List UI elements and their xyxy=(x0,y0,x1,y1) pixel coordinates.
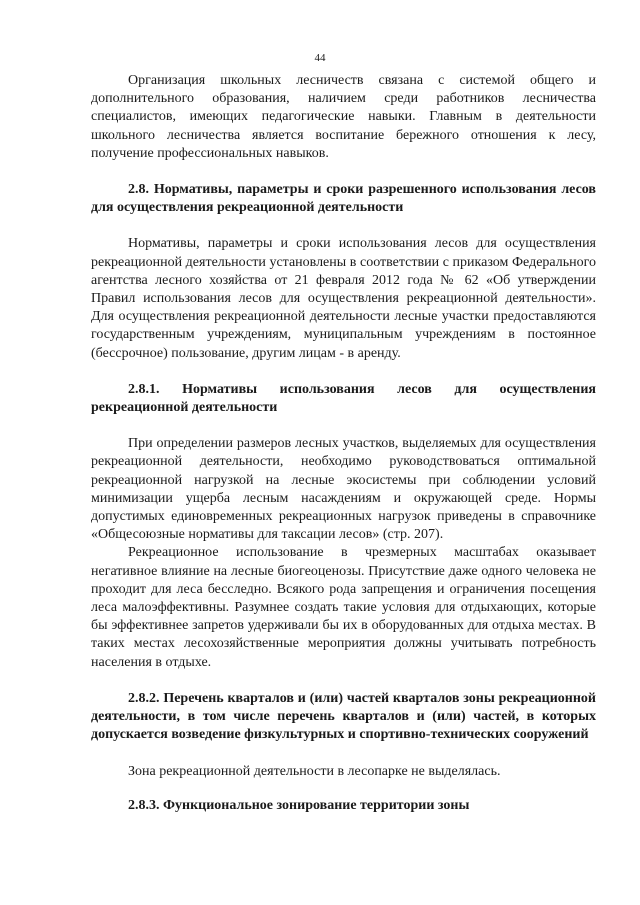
paragraph-recreational-impact: Рекреационное использование в чрезмерных масштабах оказывает негативное влияние на лесные биогеоценозы. Присутствие даже одного человека не проходит для леса бесследно. Всякого рода запрещения и ограничения посещения леса малоэффективны. Разумнее создать такие условия для отдыхающих, которые бы эффективнее запретов удерживали бы их в оборудованных для отдыха местах. В таких местах лесохозяйственные мероприятия должны учитывать потребность населения в отдыхе. xyxy=(91,545,596,670)
page-content xyxy=(91,72,596,815)
heading-2-8-2: 2.8.2. Перечень кварталов и (или) частей кварталов зоны рекреационной деятельности, в том числе перечень кварталов и (или) частей, в которых допускается возведение физкультурных и спортивно-технических сооружений xyxy=(91,690,596,743)
page-number: 44 xyxy=(314,52,326,64)
heading-2-8: 2.8. Нормативы, параметры и сроки разрешенного использования лесов для осуществления рекреационной деятельности xyxy=(91,182,596,216)
paragraph-school-forestry: Организация школьных лесничеств связана с системой общего и дополнительного образования, наличием среди работников лесничества специалистов, имеющих педагогические навыки. Главным в деятельности школьного лесничества является воспитание бережного отношения к лесу, получение профессиональных навыков. xyxy=(91,73,596,161)
paragraph-normatives: Нормативы, параметры и сроки использования лесов для осуществления рекреационной деятельности установлены в соответствии с приказом Федерального агентства лесного хозяйства от 21 февраля 2012 года № 62 «Об утверждении Правил использования лесов для осуществления рекреационной деятельности». Для осуществления рекреационной деятельности лесные участки предоставляются государственным учреждениям, муниципальным учреждениям в постоянное (бессрочное) пользование, другим лицам - в аренду. xyxy=(91,236,596,361)
heading-2-8-1: 2.8.1. Нормативы использования лесов для осуществления рекреационной деятельности xyxy=(91,381,596,416)
heading-2-8-3: 2.8.3. Функциональное зонирование территории зоны xyxy=(128,797,470,813)
paragraph-recreation-zone: Зона рекреационной деятельности в лесопарке не выделялась. xyxy=(128,763,501,779)
paragraph-land-plot-sizes: При определении размеров лесных участков, выделяемых для осуществления рекреационной деятельности, необходимо руководствоваться оптимальной рекреационной нагрузкой на лесные экосистемы при соблюдении условий минимизации ущерба лесным насаждениям и окружающей среде. Нормы допустимых единовременных рекреационных нагрузок приведены в справочнике «Общесоюзные нормативы для таксации лесов» (стр. 207). xyxy=(91,436,596,543)
